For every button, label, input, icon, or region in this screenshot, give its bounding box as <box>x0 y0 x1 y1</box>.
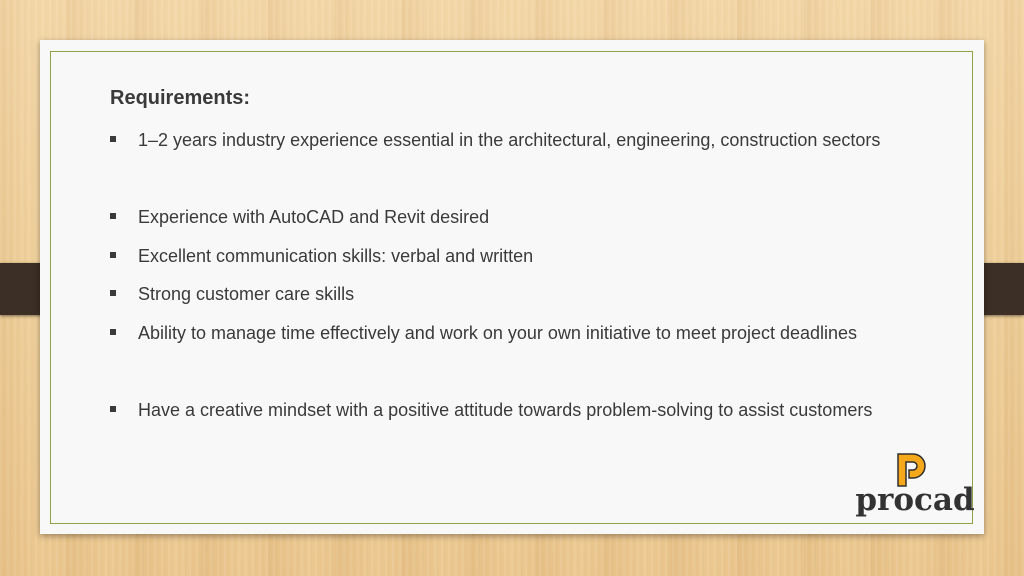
list-item <box>110 391 916 430</box>
list-item <box>110 121 916 160</box>
square-bullet-icon <box>110 406 116 412</box>
square-bullet-icon <box>110 329 116 335</box>
square-bullet-icon <box>110 290 116 296</box>
list-item-text: Excellent communication skills: verbal and written <box>138 246 534 266</box>
list-item-text: Ability to manage time effectively and work on your own initiative to meet project deadlines <box>138 323 858 343</box>
list-item-text: Experience with AutoCAD and Revit desired <box>138 207 490 227</box>
square-bullet-icon <box>110 213 116 219</box>
list-item-text: 1–2 years industry experience essential in the architectural, engineering, construction sectors <box>138 130 881 150</box>
list-item <box>110 314 916 353</box>
square-bullet-icon <box>110 136 116 142</box>
procad-logo <box>853 448 977 526</box>
list-item-text: Strong customer care skills <box>138 284 355 304</box>
list-item <box>110 198 916 237</box>
list-item-text: Have a creative mindset with a positive attitude towards problem-solving to assist customers <box>138 400 873 420</box>
list-item <box>110 275 916 314</box>
square-bullet-icon <box>110 252 116 258</box>
list-item <box>110 237 916 276</box>
requirements-heading: Requirements: <box>110 87 251 109</box>
procad-wordmark: procad <box>855 482 975 518</box>
